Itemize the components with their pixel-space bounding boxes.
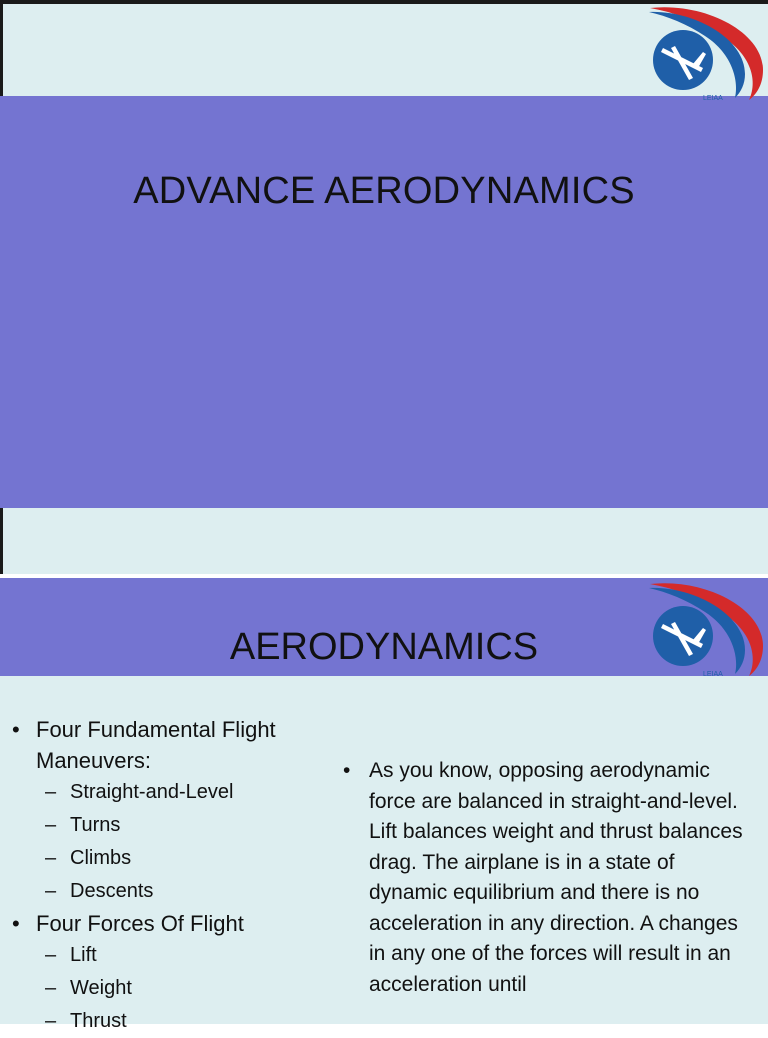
bullet-dot-icon: •	[12, 911, 20, 936]
left-border	[0, 0, 3, 96]
title-band	[0, 96, 768, 508]
logo-caption: LEIAA	[703, 95, 723, 102]
dash-icon: –	[45, 1010, 57, 1032]
list-subitem	[12, 875, 332, 908]
subitem-text: Turns	[70, 814, 121, 836]
list-subitem	[12, 809, 332, 842]
subitem-text: Descents	[70, 880, 154, 902]
dash-icon: –	[45, 781, 57, 803]
list-subitem	[12, 972, 332, 1005]
dash-icon: –	[45, 977, 57, 999]
slide-title: ADVANCE AERODYNAMICS	[133, 170, 635, 212]
list-subitem	[12, 1005, 332, 1038]
bullet-text: Four Forces Of Flight	[36, 911, 244, 936]
left-border-lower	[0, 508, 3, 578]
dash-icon: –	[45, 944, 57, 966]
subitem-text: Weight	[70, 977, 132, 999]
subitem-text: Climbs	[70, 847, 132, 869]
list-item	[12, 908, 332, 939]
bullet-dot-icon: •	[343, 759, 351, 782]
logo-caption: LEIAA	[703, 671, 723, 678]
list-subitem	[12, 776, 332, 809]
dash-icon: –	[45, 814, 57, 836]
bullet-text: Four Fundamental Flight Maneuvers:	[36, 717, 276, 773]
list-item	[343, 756, 758, 1000]
airplane-logo-icon	[645, 578, 765, 678]
paragraph-text: As you know, opposing aerodynamic force are balanced in straight-and-level. Lift balances weight and thrust balances drag. The airplane is in a state of dynamic equilibrium and there is no acceleration in any direction. A changes in any one of the forces will result in an acceleration until	[369, 759, 743, 996]
list-subitem	[12, 939, 332, 972]
bullet-dot-icon: •	[12, 717, 20, 742]
subitem-text: Thrust	[70, 1010, 127, 1032]
subitem-text: Lift	[70, 944, 97, 966]
slide-title: AERODYNAMICS	[229, 626, 539, 668]
subitem-text: Straight-and-Level	[70, 781, 234, 803]
right-column	[343, 756, 758, 1000]
list-item	[12, 714, 332, 776]
dash-icon: –	[45, 847, 57, 869]
left-column	[12, 714, 332, 1038]
airplane-logo-icon	[645, 2, 765, 102]
list-subitem	[12, 842, 332, 875]
dash-icon: –	[45, 880, 57, 902]
